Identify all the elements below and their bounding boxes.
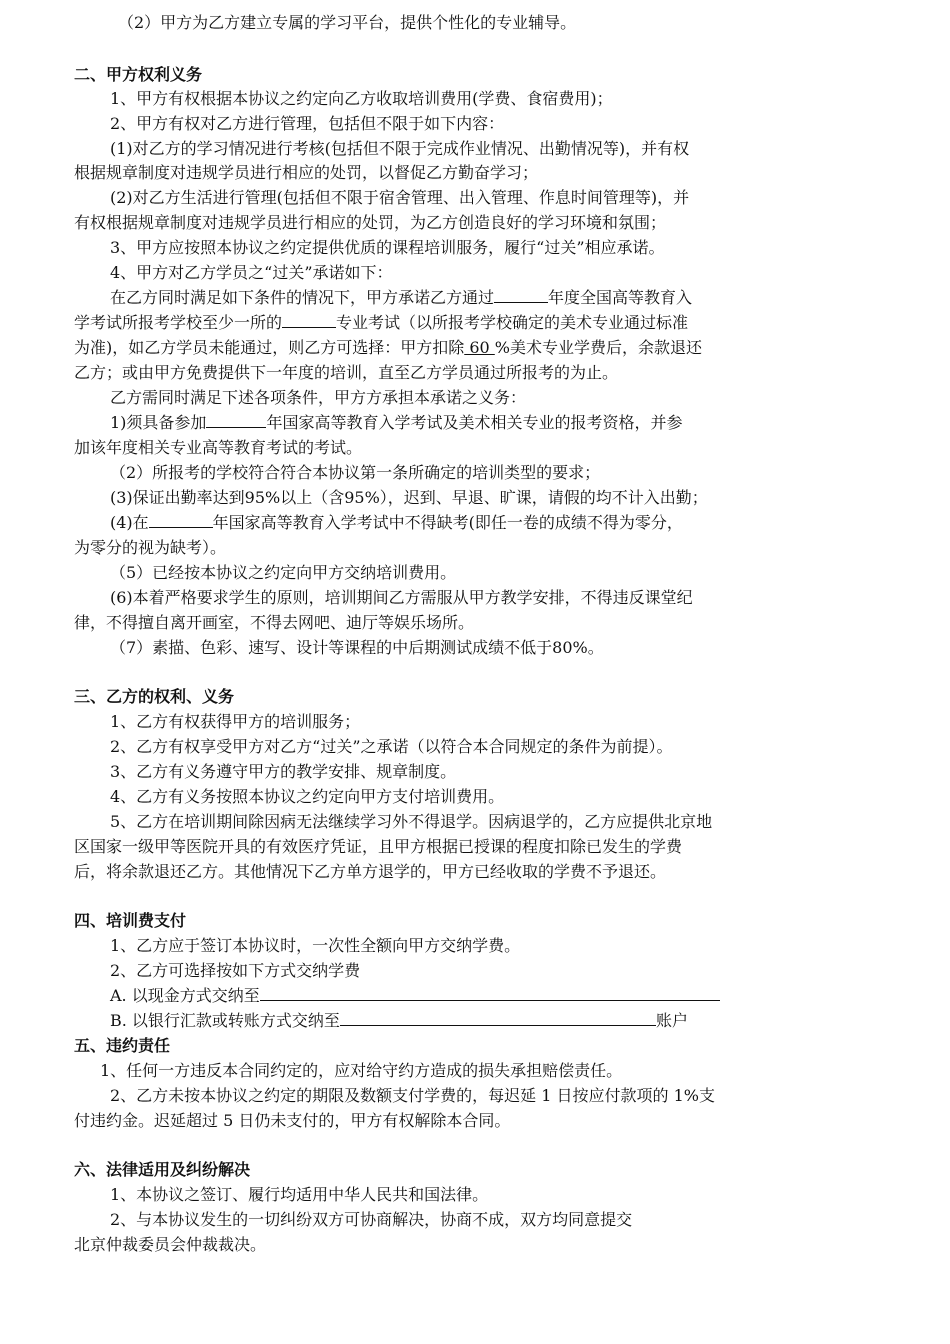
clause-line: 乙方；或由甲方免费提供下一年度的培训，直至乙方学员通过所报考的为止。 [74, 363, 619, 382]
clause-text: 学考试所报考学校至少一所的 [74, 313, 283, 332]
clause-line [110, 411, 682, 435]
section-heading-law-disputes: 六、法律适用及纠纷解决 [74, 1160, 251, 1179]
clause-text: 专业考试（以所报考学校确定的美术专业通过标准 [336, 313, 689, 332]
clause-line: （2）所报考的学校符合符合本协议第一条所确定的培训类型的要求； [110, 463, 601, 482]
clause-line: 1、乙方有权获得甲方的培训服务； [110, 712, 361, 731]
clause-line: 有权根据规章制度对违规学员进行相应的处罚，为乙方创造良好的学习环境和氛围； [74, 213, 667, 232]
clause-line: 1、任何一方违反本合同约定的，应对给守约方造成的损失承担赔偿责任。 [100, 1061, 623, 1080]
clause-line: (1)对乙方的学习情况进行考核(包括但不限于完成作业情况、出勤情况等)，并有权 [110, 139, 690, 158]
clause-line: 1、本协议之签订、履行均适用中华人民共和国法律。 [110, 1185, 489, 1204]
clause-line: （2）甲方为乙方建立专属的学习平台，提供个性化的专业辅导。 [118, 13, 577, 32]
clause-line: 2、乙方未按本协议之约定的期限及数额支付学费的，每迟延 1 日按应付款项的 1%支 [110, 1086, 716, 1105]
clause-line: (2)对乙方生活进行管理(包括但不限于宿舍管理、出入管理、作息时间管理等)，并 [110, 188, 690, 207]
year-blank[interactable] [494, 286, 548, 303]
clause-line: 2、甲方有权对乙方进行管理，包括但不限于如下内容： [110, 114, 505, 133]
year-blank[interactable] [149, 511, 213, 528]
clause-line: 区国家一级甲等医院开具的有效医疗凭证，且甲方根据已授课的程度扣除已发生的学费 [74, 837, 683, 856]
clause-line: （5）已经按本协议之约定向甲方交纳培训费用。 [110, 563, 457, 582]
clause-text: (4)在 [110, 513, 149, 532]
clause-text: A. 以现金方式交纳至 [110, 986, 260, 1005]
clause-line: 乙方需同时满足下述各项条件，甲方方承担本承诺之义务： [110, 388, 527, 407]
section-heading-party-b-rights: 三、乙方的权利、义务 [74, 687, 235, 706]
section-heading-party-a-rights: 二、甲方权利义务 [74, 65, 203, 84]
clause-line: (6)本着严格要求学生的原则，培训期间乙方需服从甲方教学安排，不得违反课堂纪 [110, 588, 693, 607]
deduction-percent: 60 [464, 338, 495, 357]
bank-account-blank[interactable] [340, 1009, 656, 1026]
cash-payee-blank[interactable] [260, 984, 720, 1001]
clause-line: 后，将余款退还乙方。其他情况下乙方单方退学的，甲方已经收取的学费不予退还。 [74, 862, 667, 881]
clause-text: 为准)，如乙方学员未能通过，则乙方可选择：甲方扣除 [74, 338, 465, 357]
clause-line: 1、甲方有权根据本协议之约定向乙方收取培训费用(学费、食宿费用)； [110, 89, 613, 108]
clause-line: 北京仲裁委员会仲裁裁决。 [74, 1235, 267, 1254]
clause-line: 2、乙方可选择按如下方式交纳学费 [110, 961, 361, 980]
year-blank[interactable] [206, 411, 266, 428]
clause-line: 加该年度相关专业高等教育考试的考试。 [74, 438, 363, 457]
clause-line [110, 286, 692, 310]
clause-line: （7）素描、色彩、速写、设计等课程的中后期测试成绩不低于80%。 [110, 638, 604, 657]
clause-text: 年度全国高等教育入 [548, 288, 693, 307]
clause-line: 为零分的视为缺考）。 [74, 538, 227, 557]
clause-line [74, 311, 688, 335]
clause-line: 律，不得擅自离开画室，不得去网吧、迪厅等娱乐场所。 [74, 613, 475, 632]
clause-line: 4、甲方对乙方学员之“过关”承诺如下： [110, 263, 393, 282]
clause-line: 3、乙方有义务遵守甲方的教学安排、规章制度。 [110, 762, 457, 781]
clause-line [110, 511, 683, 535]
clause-line: 4、乙方有义务按照本协议之约定向甲方支付培训费用。 [110, 787, 505, 806]
clause-line: (3)保证出勤率达到95%以上（含95%），迟到、早退、旷课，请假的均不计入出勤； [110, 488, 708, 507]
clause-line: 付违约金。迟延超过 5 日仍未支付的，甲方有权解除本合同。 [74, 1111, 511, 1130]
clause-line: 根据规章制度对违规学员进行相应的处罚，以督促乙方勤奋学习； [74, 163, 539, 182]
clause-line [110, 1009, 688, 1033]
clause-text: 1)须具备参加 [110, 413, 207, 432]
clause-line: 3、甲方应按照本协议之约定提供优质的课程培训服务，履行“过关”相应承诺。 [110, 238, 665, 257]
clause-text: B. 以银行汇款或转账方式交纳至 [110, 1011, 340, 1030]
clause-text: %美术专业学费后，余款退还 [494, 338, 702, 357]
clause-line [110, 984, 720, 1008]
clause-line: 2、乙方有权享受甲方对乙方“过关”之承诺（以符合本合同规定的条件为前提）。 [110, 737, 673, 756]
section-heading-liability: 五、违约责任 [74, 1036, 171, 1055]
clause-line: 5、乙方在培训期间除因病无法继续学习外不得退学。因病退学的，乙方应提供北京地 [110, 812, 713, 831]
clause-text: 年国家高等教育入学考试中不得缺考(即任一卷的成绩不得为零分， [212, 513, 683, 532]
clause-line [74, 336, 702, 360]
clause-line: 1、乙方应于签订本协议时，一次性全额向甲方交纳学费。 [110, 936, 521, 955]
clause-text: 在乙方同时满足如下条件的情况下，甲方承诺乙方通过 [110, 288, 495, 307]
clause-text: 账户 [655, 1011, 688, 1030]
clause-text: 年国家高等教育入学考试及美术相关专业的报考资格，并参 [266, 413, 683, 432]
clause-line: 2、与本协议发生的一切纠纷双方可协商解决，协商不成，双方均同意提交 [110, 1210, 633, 1229]
section-heading-fee-payment: 四、培训费支付 [74, 911, 187, 930]
major-blank[interactable] [282, 311, 336, 328]
